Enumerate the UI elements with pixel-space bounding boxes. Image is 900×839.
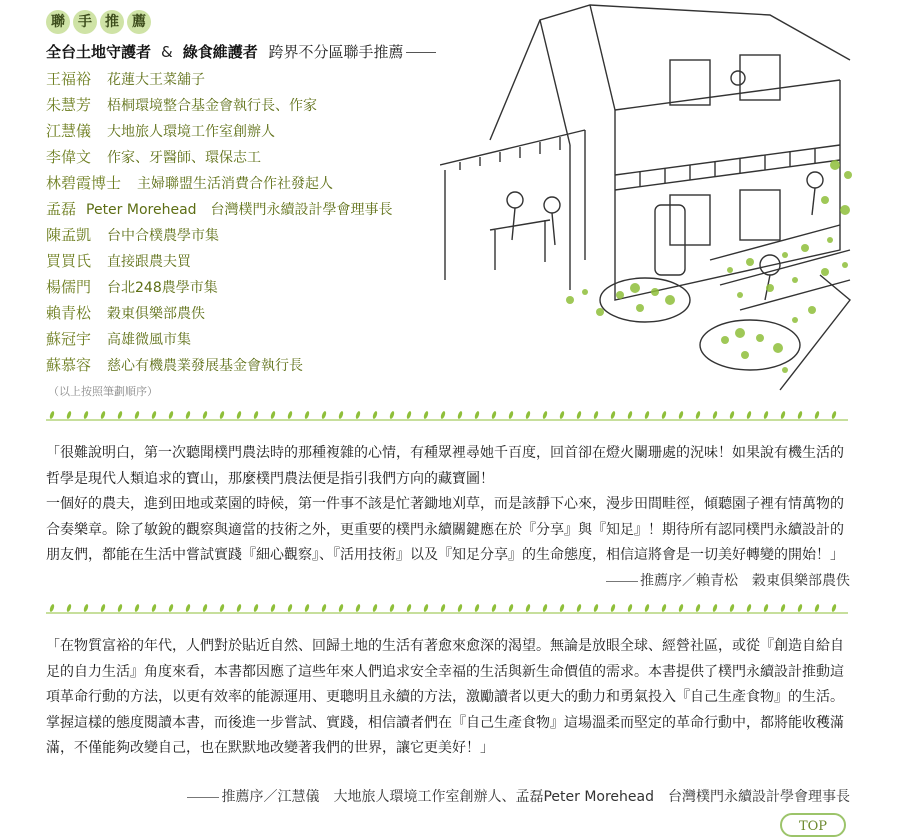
quote-paragraph: 「很難說明白，第一次聽聞樸門農法時的那種複雜的心情，有種眾裡尋她千百度，回首卻在燈火闌珊處的況味！如果說有機生活的哲學是現代人類追求的寶山，那麼樸門農法便是指引我們方向的藏寶圖！	[46, 445, 844, 487]
quote-paragraph: 一個好的農夫，進到田地或菜園的時候，第一件事不該是忙著鋤地刈草，而是該靜下心來，漫步田間畦徑，傾聽園子裡有情萬物的合奏樂章。除了敏銳的觀察與適當的技術之外，更重要的樸門永續關鍵應在於『分享』與『知足』！期待所有認同樸門永續設計的朋友們，都能在生活中嘗試實踐『細心觀察』、『活用技術』以及『知足分享』的生命態度，相信這將會是一切美好轉變的開始！」	[46, 496, 844, 563]
quote-signature: 推薦序／賴青松 穀東俱樂部農佚	[606, 570, 850, 590]
recommender-name: 買買氏	[46, 252, 92, 270]
leaf-icon	[202, 411, 208, 420]
leaf-icon	[831, 604, 837, 613]
leaf-icon	[219, 411, 225, 420]
leaf-icon	[83, 411, 89, 420]
leaf-icon	[66, 411, 72, 420]
leaf-icon	[151, 411, 157, 420]
leaf-icon	[219, 604, 225, 613]
leaf-icon	[712, 604, 718, 613]
recommender-role: 台北248農學市集	[107, 280, 218, 296]
badge-char: 聯	[46, 10, 70, 34]
recommender-role: 穀東俱樂部農佚	[107, 306, 206, 322]
recommender-name: 蘇冠宇	[46, 330, 92, 348]
leaf-icon	[406, 604, 412, 613]
quote-paragraph: 掌握這樣的態度閱讀本書，而後進一步嘗試、實踐，相信讀者們在『自己生產食物』這場溫柔而堅定的革命行動中，都將能收穫滿滿，不僅能夠改變自己，也在默默地改變著我們的世界，讓它更美好！」	[46, 714, 844, 756]
leaf-icon	[236, 604, 242, 613]
list-item	[46, 196, 393, 222]
leaf-icon	[695, 604, 701, 613]
leaf-icon	[780, 411, 786, 420]
list-item	[46, 170, 393, 196]
leaf-icon	[644, 604, 650, 613]
leaf-icon	[678, 604, 684, 613]
leaf-icon	[712, 411, 718, 420]
leaf-icon	[831, 411, 837, 420]
leaf-icon	[355, 604, 361, 613]
leaf-icon	[457, 604, 463, 613]
leaf-icon	[389, 604, 395, 613]
leaf-icon	[797, 604, 803, 613]
leaf-icon	[474, 411, 480, 420]
leaf-icon	[627, 604, 633, 613]
leaf-icon	[627, 411, 633, 420]
recommender-role: 梧桐環境整合基金會執行長、作家	[107, 98, 318, 114]
list-item	[46, 248, 393, 274]
leaf-icon	[525, 604, 531, 613]
leaf-icon	[287, 604, 293, 613]
recommender-role: 高雄微風市集	[107, 332, 192, 348]
leaf-icon	[151, 604, 157, 613]
leaf-icon	[491, 411, 497, 420]
leaf-icon	[678, 411, 684, 420]
list-item	[46, 300, 393, 326]
leaf-icon	[270, 604, 276, 613]
leaf-icon	[644, 411, 650, 420]
leaf-icon	[576, 604, 582, 613]
recommender-role: Peter Morehead 台灣樸門永續設計學會理事長	[86, 202, 393, 218]
leaf-icon	[253, 411, 259, 420]
recommender-name: 林碧霞博士	[46, 174, 122, 192]
order-note: （以上按照筆劃順序）	[48, 385, 158, 398]
leaf-icon	[610, 411, 616, 420]
leaf-icon	[525, 411, 531, 420]
leaf-icon	[491, 604, 497, 613]
recommender-name: 賴青松	[46, 304, 92, 322]
house-garden-illustration	[440, 0, 860, 400]
list-item	[46, 92, 393, 118]
back-to-top-button[interactable]: TOP	[780, 813, 846, 837]
recommendation-quote-2	[46, 634, 852, 762]
list-item	[46, 144, 393, 170]
leaf-icon	[695, 411, 701, 420]
recommender-list	[46, 66, 393, 378]
section-badge	[46, 10, 151, 34]
leaf-icon	[576, 411, 582, 420]
leaf-divider	[46, 603, 848, 621]
recommender-name: 李偉文	[46, 148, 92, 166]
leaf-icon	[763, 604, 769, 613]
leaf-icon	[593, 411, 599, 420]
leaf-icon	[338, 411, 344, 420]
leaf-icon	[100, 604, 106, 613]
leaf-icon	[185, 411, 191, 420]
leaf-icon	[185, 604, 191, 613]
leaf-icon	[542, 411, 548, 420]
recommender-name: 楊儒門	[46, 278, 92, 296]
leaf-icon	[780, 604, 786, 613]
badge-char: 手	[73, 10, 97, 34]
leaf-icon	[355, 411, 361, 420]
list-item	[46, 222, 393, 248]
list-item	[46, 352, 393, 378]
recommender-role: 慈心有機農業發展基金會執行長	[107, 358, 304, 374]
leaf-icon	[763, 411, 769, 420]
recommender-name: 王福裕	[46, 70, 92, 88]
leaf-icon	[134, 411, 140, 420]
leaf-icon	[423, 411, 429, 420]
recommender-role: 大地旅人環境工作室創辦人	[107, 124, 276, 140]
recommender-name: 朱慧芳	[46, 96, 92, 114]
leaf-divider	[46, 410, 848, 428]
leaf-icon	[372, 411, 378, 420]
quote-signature: 推薦序／江慧儀 大地旅人環境工作室創辦人、孟磊Peter Morehead 台灣樸門永續設計學會理事長	[187, 786, 850, 806]
recommender-role: 主婦聯盟生活消費合作社發起人	[137, 176, 334, 192]
leaf-icon	[338, 604, 344, 613]
leaf-icon	[814, 604, 820, 613]
recommendation-quote-1	[46, 441, 852, 569]
leaf-icon	[236, 411, 242, 420]
leaf-icon	[372, 604, 378, 613]
list-item	[46, 66, 393, 92]
leaf-icon	[100, 411, 106, 420]
tagline-rule	[406, 52, 436, 53]
leaf-icon	[321, 604, 327, 613]
leaf-icon	[49, 604, 55, 613]
leaf-icon	[457, 411, 463, 420]
list-item	[46, 326, 393, 352]
leaf-icon	[610, 604, 616, 613]
leaf-icon	[117, 411, 123, 420]
leaf-icon	[83, 604, 89, 613]
leaf-icon	[389, 411, 395, 420]
leaf-icon	[287, 411, 293, 420]
leaf-icon	[202, 604, 208, 613]
recommender-role: 直接跟農夫買	[107, 254, 192, 270]
leaf-icon	[168, 411, 174, 420]
leaf-icon	[474, 604, 480, 613]
leaf-icon	[508, 411, 514, 420]
leaf-icon	[304, 411, 310, 420]
recommender-role: 台中合樸農學市集	[107, 228, 220, 244]
leaf-icon	[559, 411, 565, 420]
leaf-icon	[746, 604, 752, 613]
leaf-icon	[559, 604, 565, 613]
group1-title: 全台土地守護者	[46, 43, 152, 61]
badge-char: 薦	[127, 10, 151, 34]
recommender-role: 作家、牙醫師、環保志工	[107, 150, 262, 166]
leaf-icon	[406, 411, 412, 420]
group2-title: 綠食維護者	[182, 43, 258, 61]
leaf-icon	[49, 411, 55, 420]
recommender-name: 陳孟凱	[46, 226, 92, 244]
amp: &	[161, 43, 173, 61]
list-item	[46, 118, 393, 144]
leaf-icon	[270, 411, 276, 420]
leaf-icon	[440, 411, 446, 420]
recommender-name: 江慧儀	[46, 122, 92, 140]
quote-paragraph: 「在物質富裕的年代，人們對於貼近自然、回歸土地的生活有著愈來愈深的渴望。無論是放眼全球、經營社區，或從『創造自給自足的自力生活』角度來看，本書都因應了這些年來人們追求安全幸福的生活與新生命價值的需求。本書提供了樸門永續設計推動這項革命行動的方法，以更有效率的能源運用、更聰明且永續的方法，激勵讀者以更大的動力和勇氣投入『自己生產食物』的生活。	[46, 638, 844, 705]
leaf-icon	[304, 604, 310, 613]
leaf-icon	[253, 604, 259, 613]
leaf-icon	[729, 411, 735, 420]
leaf-icon	[423, 604, 429, 613]
badge-char: 推	[100, 10, 124, 34]
leaf-icon	[134, 604, 140, 613]
leaf-icon	[542, 604, 548, 613]
leaf-icon	[66, 604, 72, 613]
leaf-icon	[661, 411, 667, 420]
leaf-icon	[321, 411, 327, 420]
leaf-icon	[746, 411, 752, 420]
tagline: 跨界不分區聯手推薦	[268, 43, 404, 61]
headline	[46, 41, 436, 62]
leaf-icon	[440, 604, 446, 613]
recommender-role: 花蓮大王菜舖子	[107, 72, 206, 88]
list-item	[46, 274, 393, 300]
leaf-icon	[117, 604, 123, 613]
leaf-icon	[729, 604, 735, 613]
leaf-icon	[797, 411, 803, 420]
leaf-icon	[814, 411, 820, 420]
leaf-icon	[168, 604, 174, 613]
leaf-icon	[593, 604, 599, 613]
leaf-icon	[661, 604, 667, 613]
recommender-name: 孟磊	[46, 200, 77, 218]
recommender-name: 蘇慕容	[46, 356, 92, 374]
leaf-icon	[508, 604, 514, 613]
